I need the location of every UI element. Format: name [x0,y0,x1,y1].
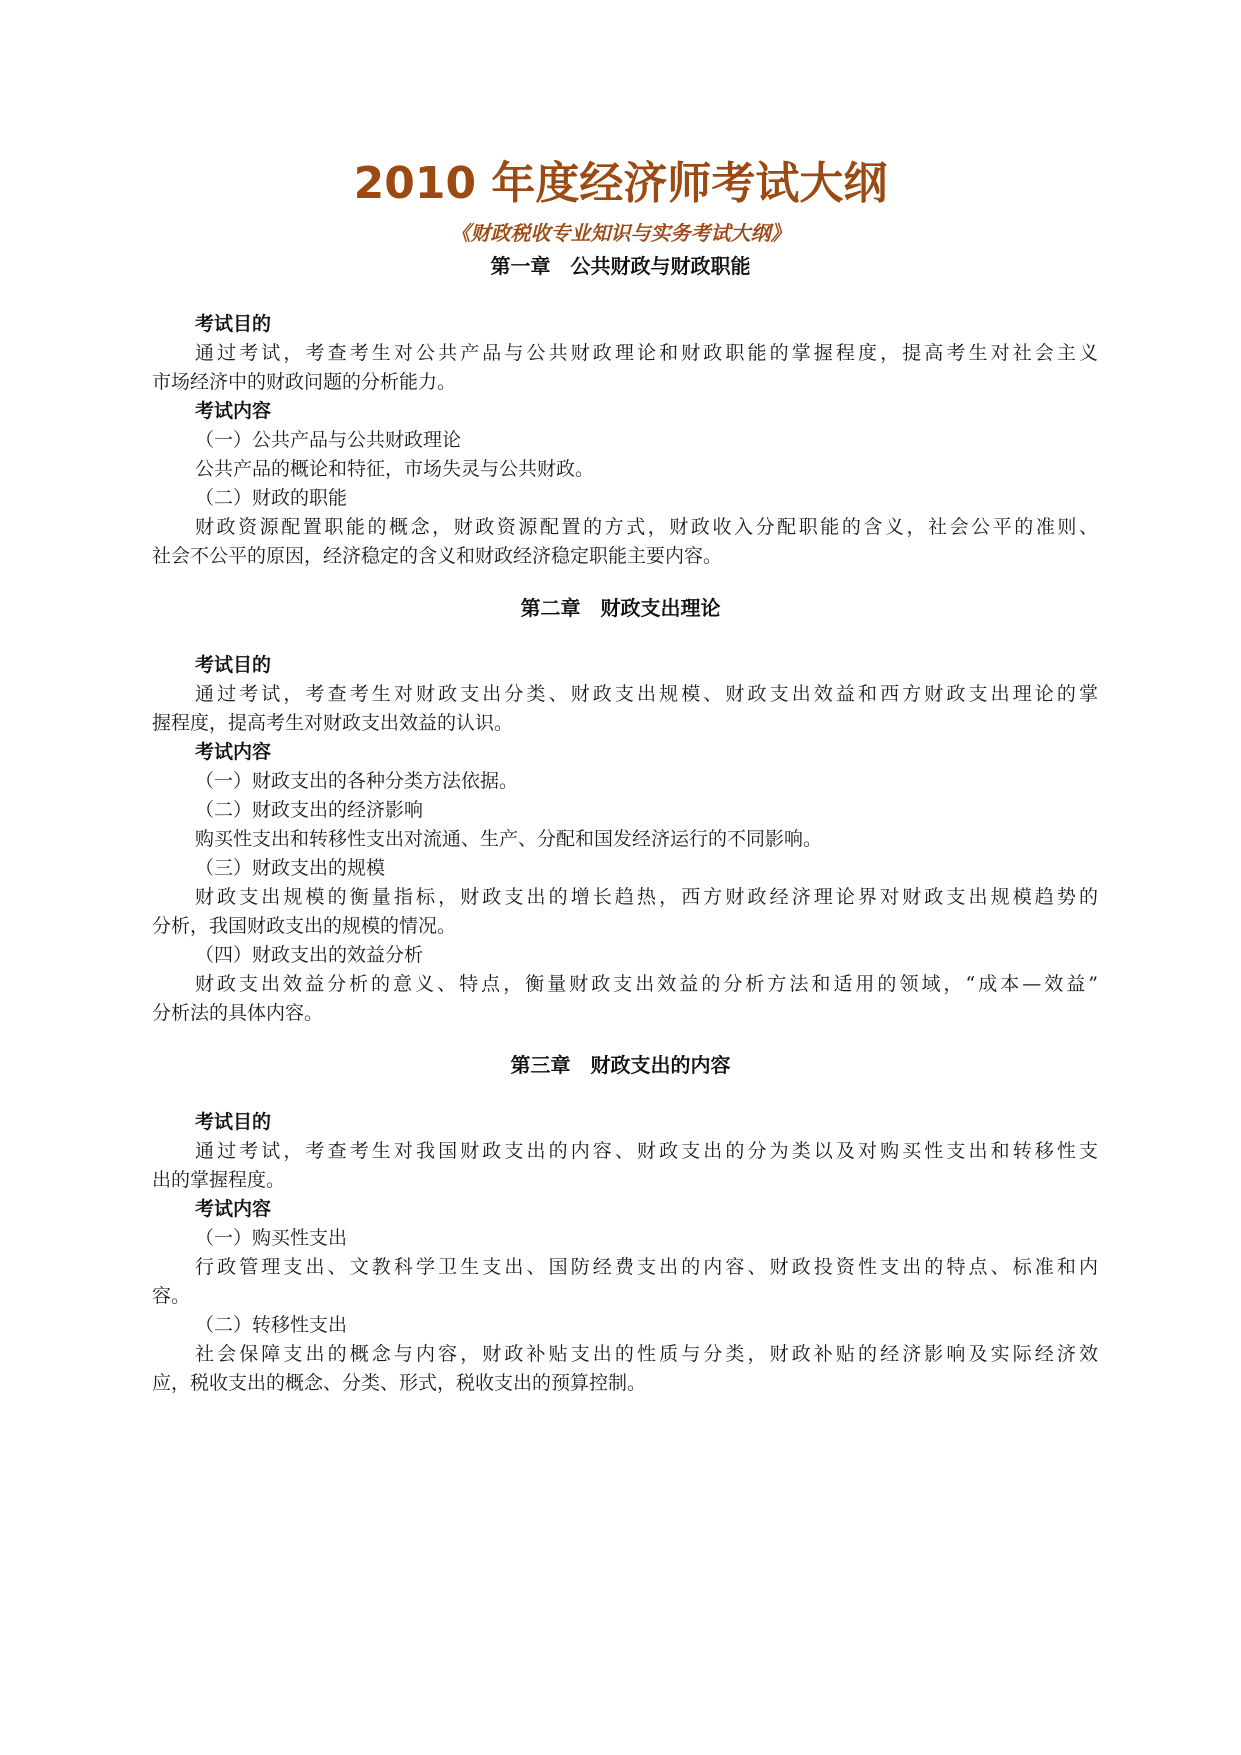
chapter-3-content-line: 容。 [152,1285,191,1307]
chapter-1-purpose-line: 市场经济中的财政问题的分析能力。 [152,371,457,393]
chapter-1-content-line: 财政资源配置职能的概念，财政资源配置的方式，财政收入分配职能的含义，社会公平的准则、 [195,516,1098,538]
chapter-2-content-line: （四）财政支出的效益分析 [195,944,424,966]
chapter-1-content-line: 公共产品的概论和特征，市场失灵与公共财政。 [195,458,595,480]
chapter-3-content-line: 应，税收支出的概念、分类、形式，税收支出的预算控制。 [152,1372,647,1394]
chapter-2-purpose-heading: 考试目的 [195,654,272,676]
document-title: 2010 年度经济师考试大纲 [353,158,888,209]
chapter-3-content-line: 社会保障支出的概念与内容，财政补贴支出的性质与分类，财政补贴的经济影响及实际经济效 [195,1343,1098,1365]
chapter-3-purpose-line: 通过考试，考查考生对我国财政支出的内容、财政支出的分为类以及对购买性支出和转移性支 [195,1140,1098,1162]
chapter-2-purpose-line: 通过考试，考查考生对财政支出分类、财政支出规模、财政支出效益和西方财政支出理论的掌 [195,683,1098,705]
chapter-2-content-line: 购买性支出和转移性支出对流通、生产、分配和国发经济运行的不同影响。 [195,828,823,850]
chapter-3-content-line: （二）转移性支出 [195,1314,348,1336]
chapter-3-title: 第三章 财政支出的内容 [510,1053,731,1077]
chapter-3-content-line: 行政管理支出、文教科学卫生支出、国防经费支出的内容、财政投资性支出的特点、标准和内 [195,1256,1098,1278]
chapter-1-content-line: （一）公共产品与公共财政理论 [195,429,462,451]
chapter-2-content-line: （二）财政支出的经济影响 [195,799,424,821]
chapter-2-purpose-line: 握程度，提高考生对财政支出效益的认识。 [152,712,514,734]
chapter-2-content-line: （三）财政支出的规模 [195,857,386,879]
chapter-1-purpose-heading: 考试目的 [195,313,272,335]
chapter-2-content-line: 财政支出规模的衡量指标，财政支出的增长趋热，西方财政经济理论界对财政支出规模趋势的 [195,886,1098,908]
chapter-3-content-line: （一）购买性支出 [195,1227,348,1249]
chapter-2-content-line: 分析，我国财政支出的规模的情况。 [152,915,457,937]
chapter-2-title: 第二章 财政支出理论 [520,596,721,620]
chapter-1-purpose-line: 通过考试，考查考生对公共产品与公共财政理论和财政职能的掌握程度，提高考生对社会主义 [195,342,1098,364]
chapter-2-content-line: 财政支出效益分析的意义、特点，衡量财政支出效益的分析方法和适用的领域，“成本—效益” [195,973,1098,995]
chapter-2-content-heading: 考试内容 [195,741,272,763]
chapter-1-content-line: （二）财政的职能 [195,487,348,509]
chapter-1-content-line: 社会不公平的原因，经济稳定的含义和财政经济稳定职能主要内容。 [152,545,723,567]
chapter-3-purpose-line: 出的掌握程度。 [152,1169,286,1191]
chapter-3-purpose-heading: 考试目的 [195,1111,272,1133]
chapter-3-content-heading: 考试内容 [195,1198,272,1220]
chapter-2-content-line: （一）财政支出的各种分类方法依据。 [195,770,519,792]
chapter-2-content-line: 分析法的具体内容。 [152,1002,324,1024]
document-subtitle: 《财政税收专业知识与实务考试大纲》 [450,221,791,245]
chapter-1-content-heading: 考试内容 [195,400,272,422]
chapter-1-title: 第一章 公共财政与财政职能 [490,254,751,278]
